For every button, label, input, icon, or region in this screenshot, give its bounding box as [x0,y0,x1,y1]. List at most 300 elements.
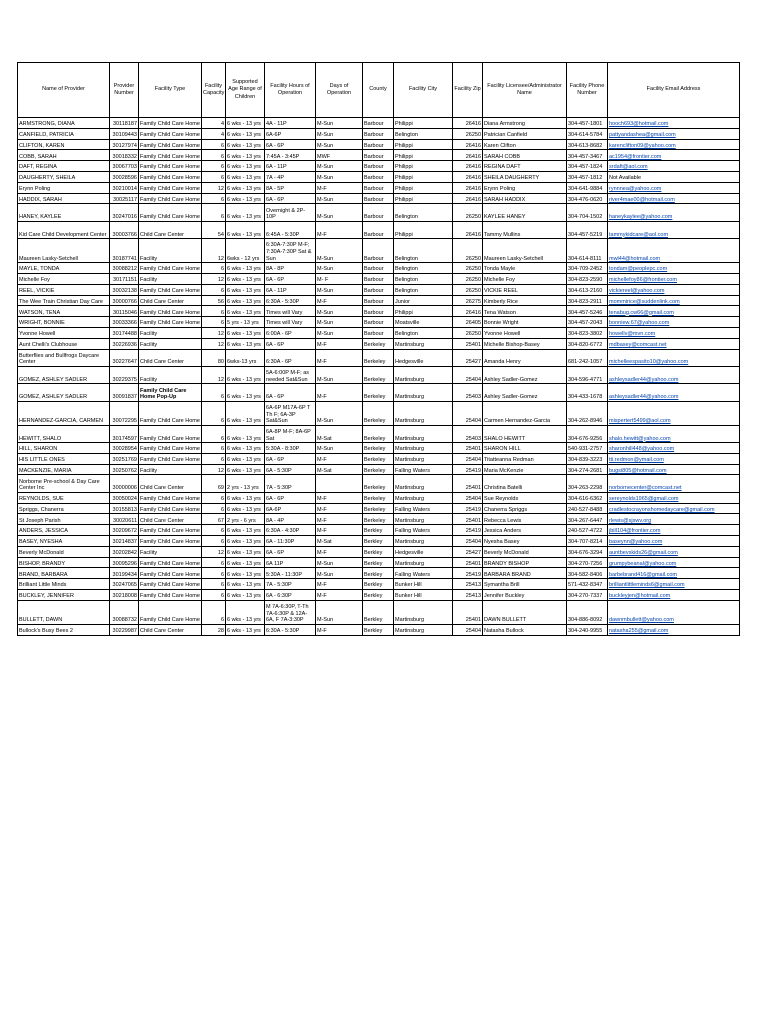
zip-cell: 25419 [453,503,483,514]
licensee-cell: BRANDY BISHOP [483,557,567,568]
city-cell: Philippi [394,221,453,238]
licensee-cell: DAWN BULLETT [483,600,567,624]
licensee-cell: Natasha Bullock [483,624,567,635]
table-row [18,366,740,383]
header-cell: Days of Operation [316,63,363,118]
county-cell: Barbour [363,317,394,328]
phone-cell: 304-614-5784 [567,128,608,139]
facility-type-cell: Child Care Center [139,349,202,366]
age-range-cell: 6 wks - 13 yrs [226,204,265,221]
county-cell: Berkeley [363,453,394,464]
email-link[interactable]: ashleysadler44@yahoo.com [608,384,740,401]
county-cell: Barbour [363,128,394,139]
phone-cell: 304-240-9955 [567,624,608,635]
capacity-cell: 6 [202,401,226,425]
facility-type-cell: Family Child Care Home [139,536,202,547]
email-link[interactable]: mommirice@suddenlink.com [608,295,740,306]
email-link[interactable]: cradlestocrayonshomedaycare@gmail.com [608,503,740,514]
licensee-cell: REGINA DAFT [483,161,567,172]
provider-name-cell: DAUGHERTY, SHEILA [18,171,110,182]
age-range-cell: 6 wks - 13 yrs [226,366,265,383]
phone-cell: 304-676-9256 [567,425,608,442]
email-link[interactable]: ashleysadler44@yahoo.com [608,366,740,383]
age-range-cell: 6 wks - 13 yrs [226,425,265,442]
email-link[interactable]: vickiereel@yahoo.com [608,284,740,295]
facility-type-cell: Family Child Care Home [139,161,202,172]
email-link[interactable]: tondam@peoplepc.com [608,263,740,274]
email-link[interactable]: buckleyjen@hotmail.com [608,590,740,601]
provider-number-cell: 30018332 [110,150,139,161]
provider-name-cell: DAFT, REGINA [18,161,110,172]
hours-cell: 6A - 6P [265,492,316,503]
table-row [18,273,740,284]
city-cell: Belington [394,284,453,295]
city-cell: Martinsburg [394,536,453,547]
county-cell: Barbour [363,263,394,274]
facility-type-cell: Family Child Care Home [139,182,202,193]
phone-cell: 240-527-8488 [567,503,608,514]
table-row [18,338,740,349]
header-cell: Facility Zip [453,63,483,118]
days-cell: M- F [316,273,363,284]
email-link[interactable]: baseynn@yahoo.com [608,536,740,547]
hours-cell: Overnight & 2P-10P [265,204,316,221]
age-range-cell: 6 wks - 13 yrs [226,263,265,274]
email-link[interactable]: karenclifton09@yahoo.com [608,139,740,150]
provider-name-cell: BISHOP, BRANDY [18,557,110,568]
hours-cell: 4A - 11P [265,118,316,129]
capacity-cell: 12 [202,338,226,349]
provider-name-cell: WRIGHT, BONNIE [18,317,110,328]
county-cell: Berkeley [363,425,394,442]
zip-cell: 25404 [453,536,483,547]
table-row [18,503,740,514]
table-row [18,139,740,150]
email-link[interactable]: tammykidcare@aol.com [608,221,740,238]
table-row [18,546,740,557]
phone-cell: 304-476-0620 [567,193,608,204]
phone-cell: 304-263-2298 [567,475,608,492]
city-cell: Philippi [394,118,453,129]
table-row [18,624,740,635]
provider-name-cell: HIS LITTLE ONES [18,453,110,464]
email-link[interactable]: grumpybeanal@yahoo.com [608,557,740,568]
hours-cell: 6:30A-7:30P M-F; 7:30A-7:30P Sat & Sun [265,239,316,263]
email-link[interactable]: norbornecenter@comcast.net [608,475,740,492]
facility-type-cell: Family Child Care Home [139,453,202,464]
zip-cell: 25401 [453,338,483,349]
capacity-cell: 56 [202,295,226,306]
provider-number-cell: 30109443 [110,128,139,139]
capacity-cell: 6 [202,161,226,172]
capacity-cell: 12 [202,464,226,475]
provider-name-cell: Bullock's Busy Bees 2 [18,624,110,635]
email-link[interactable]: hooch693@hotmail.com [608,118,740,129]
days-cell: M-Sun [316,600,363,624]
hours-cell: 6A 11P [265,557,316,568]
header-cell: Name of Provider [18,63,110,118]
email-link[interactable]: sharonhill448@yahoo.com [608,443,740,454]
table-row [18,284,740,295]
hours-cell: 6A-6P M17A-6P T Th F; 6A-3P Sat&Sun [265,401,316,425]
provider-number-cell: 30155813 [110,503,139,514]
email-link[interactable]: natasha255@gmail.com [608,624,740,635]
city-cell: Martinsburg [394,600,453,624]
age-range-cell: 6 wks - 13 yrs [226,327,265,338]
zip-cell: 26275 [453,295,483,306]
county-cell: Barbour [363,204,394,221]
days-cell: M-F [316,349,363,366]
age-range-cell: 6 wks - 13 yrs [226,182,265,193]
email-link: Not Available [608,171,740,182]
table-row [18,239,740,263]
hours-cell: 5:30A - 11:30P [265,568,316,579]
facility-type-cell: Family Child Care Home [139,128,202,139]
capacity-cell: 12 [202,366,226,383]
age-range-cell: 6 wks - 13 yrs [226,525,265,536]
licensee-cell: Jessica Anders [483,525,567,536]
facility-type-cell: Facility [139,327,202,338]
days-cell: M-Sun [316,284,363,295]
city-cell: Belington [394,263,453,274]
age-range-cell: 6 wks - 13 yrs [226,600,265,624]
city-cell: Belington [394,273,453,284]
facility-type-cell: Family Child Care Home [139,193,202,204]
licensee-cell: Symantha Brill [483,579,567,590]
header-cell: Facility Hours of Operation [265,63,316,118]
phone-cell: 304-886-8092 [567,600,608,624]
table-row [18,425,740,442]
hours-cell: 8A - 5P [265,182,316,193]
zip-cell: 25403 [453,425,483,442]
facility-type-cell: Family Child Care Home [139,118,202,129]
county-cell: Berkeley [363,475,394,492]
email-link[interactable]: rlewis@sjswv.org [608,514,740,525]
hours-cell: 6A - 5:30P [265,464,316,475]
email-link[interactable]: howellv@mvn.com [608,327,740,338]
hours-cell: 6A - 6:30P [265,590,316,601]
city-cell: Philippi [394,161,453,172]
phone-cell: 304-823-3802 [567,327,608,338]
zip-cell: 25404 [453,401,483,425]
provider-name-cell: COBB, SARAH [18,150,110,161]
licensee-cell: Rebecca Lewis [483,514,567,525]
provider-number-cell: 30032138 [110,284,139,295]
email-link[interactable]: michellefoy86@frontier.com [608,273,740,284]
table-row [18,150,740,161]
provider-name-cell: GOMEZ, ASHLEY SADLER [18,384,110,401]
days-cell: M-Sun [316,128,363,139]
facility-type-cell: Family Child Care Home [139,317,202,328]
capacity-cell: 12 [202,182,226,193]
hours-cell: 6A-8P M-F; 8A-6P Sat [265,425,316,442]
table-row [18,128,740,139]
county-cell: Berkeley [363,503,394,514]
phone-cell: 304-704-1502 [567,204,608,221]
email-link[interactable]: pattyandashea@gmail.com [608,128,740,139]
city-cell: Martinsburg [394,443,453,454]
age-range-cell: 6 wks - 13 yrs [226,557,265,568]
hours-cell: Times will Vary [265,317,316,328]
county-cell: Barbour [363,239,394,263]
provider-number-cell: 30202842 [110,546,139,557]
capacity-cell: 67 [202,514,226,525]
provider-name-cell: MACKENZIE, MARIA [18,464,110,475]
county-cell: Berkeley [363,464,394,475]
provider-name-cell: Michelle Foy [18,273,110,284]
provider-name-cell: HANEY, KAYLEE [18,204,110,221]
licensee-cell: Ashley Sadler-Gomez [483,366,567,383]
city-cell: Martinsburg [394,557,453,568]
hours-cell: 6A - 11P [265,284,316,295]
hours-cell: 6A - 11P [265,161,316,172]
email-link[interactable]: dawnmbullett@yahoo.com [608,600,740,624]
table-row [18,263,740,274]
email-link[interactable]: bonniew.67@yahoo.com [608,317,740,328]
provider-number-cell: 30251769 [110,453,139,464]
capacity-cell: 6 [202,425,226,442]
days-cell: M-F [316,514,363,525]
hours-cell: 7A - 4P [265,171,316,182]
email-link[interactable]: mispertert5499@aol.com [608,401,740,425]
age-range-cell: 6 wks - 13 yrs [226,128,265,139]
phone-cell: 304-596-4771 [567,366,608,383]
hours-cell: 8A - 8P [265,263,316,274]
days-cell: M-F [316,384,363,401]
email-link[interactable]: tti.redmon@ymail.com [608,453,740,464]
zip-cell: 26416 [453,306,483,317]
email-link[interactable]: shalo.hewitt@yahoo.com [608,425,740,442]
phone-cell: 304-457-5246 [567,306,608,317]
email-link[interactable]: sereynolds1965@gmail.com [608,492,740,503]
city-cell: Philippi [394,182,453,193]
provider-number-cell: 30229375 [110,366,139,383]
capacity-cell: 6 [202,536,226,547]
hours-cell: 5:30A - 8:30P [265,443,316,454]
provider-number-cell: 30095296 [110,557,139,568]
zip-cell: 25404 [453,492,483,503]
zip-cell: 26250 [453,284,483,295]
age-range-cell: 6 wks - 13 yrs [226,161,265,172]
licensee-cell: Carmen Hernandez-Garcia [483,401,567,425]
phone-cell: 304-433-1678 [567,384,608,401]
email-link[interactable]: michelleespasito10@yahoo.com [608,349,740,366]
age-range-cell: 6 wks - 13 yrs [226,118,265,129]
zip-cell: 26416 [453,182,483,193]
zip-cell: 26416 [453,150,483,161]
provider-name-cell: Beverly McDonald [18,546,110,557]
capacity-cell: 54 [202,221,226,238]
email-link[interactable]: brilliantlittleminds6@gmail.com [608,579,740,590]
age-range-cell: 6 wks - 13 yrs [226,536,265,547]
header-cell: Facility Licensee/Administrator Name [483,63,567,118]
email-link[interactable]: barbebrand416@gmail.com [608,568,740,579]
email-link[interactable]: jbill104@frontier.com [608,525,740,536]
provider-table [17,62,740,636]
hours-cell: 6A - 6P [265,139,316,150]
provider-number-cell: 30003766 [110,221,139,238]
facility-type-cell: Family Child Care Home [139,568,202,579]
provider-number-cell: 30067703 [110,161,139,172]
licensee-cell: Maureen Lasky-Setchell [483,239,567,263]
days-cell: M-F [316,338,363,349]
zip-cell: 26250 [453,204,483,221]
age-range-cell: 6 wks - 13 yrs [226,624,265,635]
licensee-cell: Beverly McDonald [483,546,567,557]
facility-type-cell: Facility [139,366,202,383]
days-cell: M-F [316,503,363,514]
capacity-cell: 12 [202,239,226,263]
age-range-cell: 6 wks - 13 yrs [226,492,265,503]
facility-type-cell: Facility [139,546,202,557]
phone-cell: 304-457-5219 [567,221,608,238]
licensee-cell: VICKIE REEL [483,284,567,295]
hours-cell: 6:00A - 6P [265,327,316,338]
header-row [18,63,740,118]
email-link[interactable]: auntbevskids26@gmail.com [608,546,740,557]
capacity-cell: 4 [202,118,226,129]
capacity-cell: 80 [202,349,226,366]
zip-cell: 26416 [453,221,483,238]
city-cell: Moatsville [394,317,453,328]
email-link[interactable]: haneykaylee@yahoo.com [608,204,740,221]
capacity-cell: 6 [202,503,226,514]
phone-cell: 304-614-8111 [567,239,608,263]
email-link[interactable]: mdbasey@comcast.net [608,338,740,349]
hours-cell: 6:30A - 5:30P [265,295,316,306]
provider-number-cell: 30174488 [110,327,139,338]
licensee-cell: Ashley Sadler-Gomez [483,384,567,401]
days-cell: M-Sun [316,443,363,454]
provider-name-cell: BRAND, BARBARA [18,568,110,579]
age-range-cell: 6 wks - 13 yrs [226,284,265,295]
age-range-cell: 6 wks - 13 yrs [226,401,265,425]
email-link[interactable]: rynnnea@yahoo.com [608,182,740,193]
age-range-cell: 6 wks - 13 yrs [226,568,265,579]
zip-cell: 25401 [453,600,483,624]
email-link[interactable]: ac1954@frontier.com [608,150,740,161]
city-cell: Philippi [394,171,453,182]
age-range-cell: 6 wks - 13 yrs [226,221,265,238]
facility-type-cell: Facility [139,464,202,475]
hours-cell: 6A - 6P [265,193,316,204]
county-cell: Berkley [363,557,394,568]
city-cell: Bunker Hill [394,579,453,590]
licensee-cell: SARAH HADDIX [483,193,567,204]
days-cell: M-Sat [316,464,363,475]
email-link[interactable]: srdaft@aol.com [608,161,740,172]
table-row [18,306,740,317]
email-link[interactable]: river4mae00@hotmail.com [608,193,740,204]
county-cell: Barbour [363,150,394,161]
zip-cell: 26416 [453,193,483,204]
provider-number-cell: 30050024 [110,492,139,503]
county-cell: Berkley [363,525,394,536]
facility-type-cell: Family Child Care Home [139,306,202,317]
provider-name-cell: Brilliant Little Minds [18,579,110,590]
county-cell: Berkley [363,568,394,579]
days-cell: M-Sun [316,193,363,204]
licensee-cell: Diana Armstrong [483,118,567,129]
capacity-cell: 6 [202,590,226,601]
table-row [18,193,740,204]
city-cell: Philippi [394,139,453,150]
capacity-cell: 6 [202,525,226,536]
county-cell: Berkley [363,600,394,624]
provider-number-cell: 30209672 [110,525,139,536]
provider-number-cell: 30187741 [110,239,139,263]
facility-type-cell: Family Child Care Home [139,557,202,568]
licensee-cell: Erynn Poling [483,182,567,193]
provider-name-cell: BASEY, NYESHA [18,536,110,547]
header-cell: Provider Number [110,63,139,118]
table-row [18,514,740,525]
zip-cell: 25427 [453,349,483,366]
zip-cell: 25401 [453,557,483,568]
provider-number-cell: 30025117 [110,193,139,204]
zip-cell: 25401 [453,475,483,492]
days-cell: M-Sun [316,366,363,383]
phone-cell: 304-457-1801 [567,118,608,129]
county-cell: Berkley [363,624,394,635]
days-cell: M-Sun [316,401,363,425]
capacity-cell: 12 [202,546,226,557]
city-cell: Martinsburg [394,453,453,464]
provider-number-cell: 30218008 [110,590,139,601]
days-cell: M-Sun [316,317,363,328]
days-cell: M-F [316,492,363,503]
phone-cell: 304-274-2681 [567,464,608,475]
county-cell: Berkeley [363,492,394,503]
city-cell: Belington [394,128,453,139]
email-link[interactable]: mwl44@hotmail.com [608,239,740,263]
provider-number-cell: 30127974 [110,139,139,150]
city-cell: Martinsburg [394,401,453,425]
facility-type-cell: Family Child Care Home [139,525,202,536]
city-cell: Belington [394,204,453,221]
table-row [18,182,740,193]
provider-number-cell: 30088732 [110,600,139,624]
zip-cell: 26250 [453,327,483,338]
age-range-cell: 6 wks - 13 yrs [226,590,265,601]
hours-cell: 6A - 6P [265,546,316,557]
table-row [18,161,740,172]
facility-type-cell: Facility [139,338,202,349]
hours-cell: 6A-6P [265,503,316,514]
phone-cell: 304-582-8406 [567,568,608,579]
licensee-cell: Chanerra Spriggs [483,503,567,514]
city-cell: Martinsburg [394,366,453,383]
capacity-cell: 69 [202,475,226,492]
licensee-cell: Yvonne Howell [483,327,567,338]
age-range-cell: 5 yrs - 13 yrs [226,317,265,328]
email-link[interactable]: tenabug.cw66@gmail.com [608,306,740,317]
table-row [18,557,740,568]
provider-number-cell: 30199434 [110,568,139,579]
age-range-cell: 6 wks - 13 yrs [226,464,265,475]
capacity-cell: 6 [202,492,226,503]
zip-cell: 25427 [453,546,483,557]
email-link[interactable]: bugsi805@hotmail.com [608,464,740,475]
age-range-cell: 6 wks - 13 yrs [226,338,265,349]
days-cell: M-Sun [316,239,363,263]
table-row [18,464,740,475]
licensee-cell: Amanda Henry [483,349,567,366]
days-cell [316,475,363,492]
provider-name-cell: Kid Care Child Development Center [18,221,110,238]
phone-cell: 304-457-1824 [567,161,608,172]
hours-cell: 6A - 6P [265,338,316,349]
